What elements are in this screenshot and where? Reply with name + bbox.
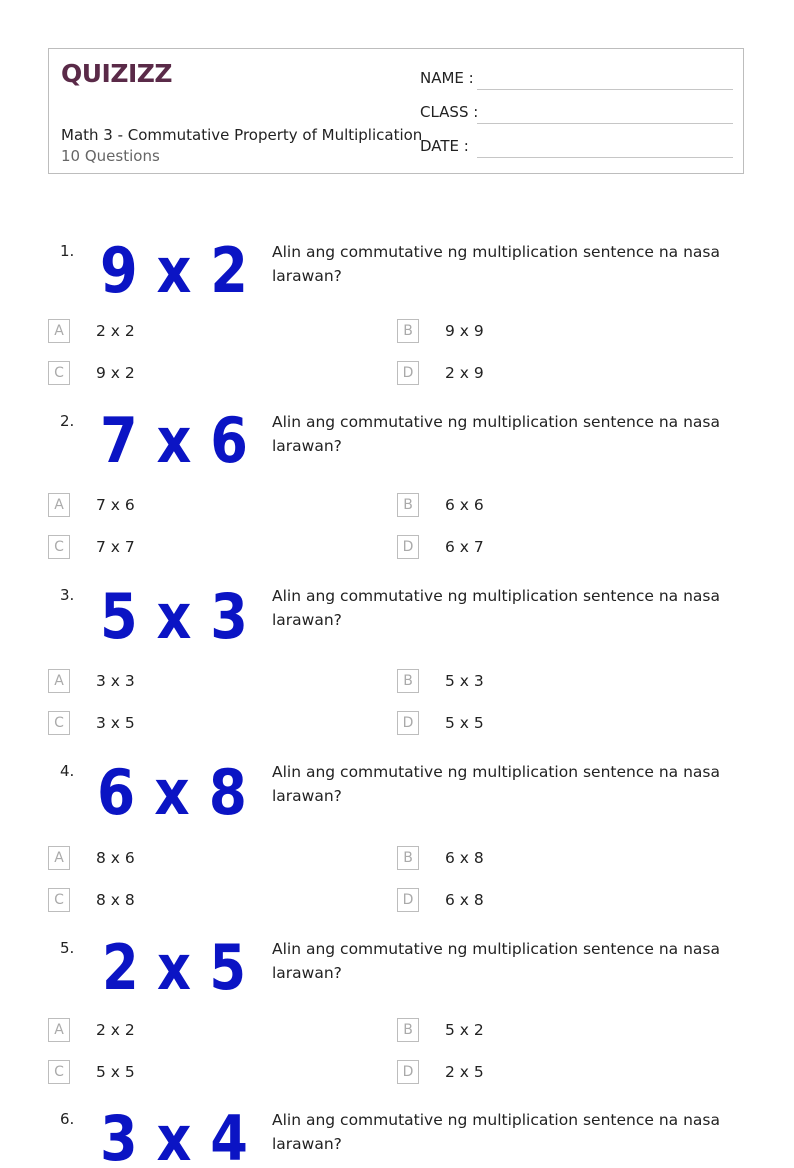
option-d-box[interactable]: D <box>397 711 419 735</box>
option-c-box[interactable]: C <box>48 361 70 385</box>
question-image <box>96 582 256 646</box>
date-label: DATE : <box>420 137 469 155</box>
option-b-box[interactable]: B <box>397 493 419 517</box>
question-number: 6. <box>60 1110 75 1128</box>
option-d-box[interactable]: D <box>397 361 419 385</box>
question-image <box>96 236 256 300</box>
quizizz-logo: QUIZIZZ <box>61 59 173 88</box>
option-a-box[interactable]: A <box>48 1018 70 1042</box>
worksheet-title: Math 3 - Commutative Property of Multiplication <box>61 126 423 144</box>
option-b-text: 9 x 9 <box>445 322 484 340</box>
option-d-box[interactable]: D <box>397 535 419 559</box>
option-a-box[interactable]: A <box>48 493 70 517</box>
option-a-text: 3 x 3 <box>96 672 135 690</box>
question-image <box>96 933 256 997</box>
option-b-text: 5 x 2 <box>445 1021 484 1039</box>
class-line <box>477 123 733 124</box>
question-text: Alin ang commutative ng multiplication sentence na nasa larawan? <box>272 413 720 455</box>
option-b-box[interactable]: B <box>397 846 419 870</box>
question-image <box>96 1104 256 1168</box>
question-text: Alin ang commutative ng multiplication sentence na nasa larawan? <box>272 587 720 629</box>
expression-text: 2 x 5 <box>102 933 246 997</box>
question-number: 2. <box>60 412 75 430</box>
question-number: 5. <box>60 939 75 957</box>
name-label: NAME : <box>420 69 474 87</box>
option-b-box[interactable]: B <box>397 1018 419 1042</box>
option-d-box[interactable]: D <box>397 1060 419 1084</box>
option-d-text: 6 x 7 <box>445 538 484 556</box>
option-c-box[interactable]: C <box>48 535 70 559</box>
option-a-text: 8 x 6 <box>96 849 135 867</box>
question-number: 4. <box>60 762 75 780</box>
expression-text: 9 x 2 <box>100 236 248 300</box>
option-d-text: 2 x 9 <box>445 364 484 382</box>
question-image <box>96 758 256 822</box>
question-image <box>96 406 256 470</box>
question-count: 10 Questions <box>61 147 160 165</box>
option-d-text: 5 x 5 <box>445 714 484 732</box>
question-number: 3. <box>60 586 75 604</box>
date-line <box>477 157 733 158</box>
option-b-text: 5 x 3 <box>445 672 484 690</box>
option-a-box[interactable]: A <box>48 319 70 343</box>
option-a-text: 2 x 2 <box>96 1021 135 1039</box>
option-b-text: 6 x 6 <box>445 496 484 514</box>
expression-text: 6 x 8 <box>97 758 247 822</box>
expression-text: 5 x 3 <box>100 582 248 646</box>
question-text: Alin ang commutative ng multiplication sentence na nasa larawan? <box>272 763 720 805</box>
option-d-text: 6 x 8 <box>445 891 484 909</box>
option-b-box[interactable]: B <box>397 669 419 693</box>
option-a-text: 2 x 2 <box>96 322 135 340</box>
question-text: Alin ang commutative ng multiplication sentence na nasa larawan? <box>272 940 720 982</box>
option-b-box[interactable]: B <box>397 319 419 343</box>
name-line <box>477 89 733 90</box>
option-c-box[interactable]: C <box>48 888 70 912</box>
question-text: Alin ang commutative ng multiplication sentence na nasa larawan? <box>272 1111 720 1153</box>
question-text: Alin ang commutative ng multiplication sentence na nasa larawan? <box>272 243 720 285</box>
option-c-box[interactable]: C <box>48 711 70 735</box>
option-a-box[interactable]: A <box>48 669 70 693</box>
option-c-text: 7 x 7 <box>96 538 135 556</box>
option-d-text: 2 x 5 <box>445 1063 484 1081</box>
option-c-box[interactable]: C <box>48 1060 70 1084</box>
question-number: 1. <box>60 242 75 260</box>
option-c-text: 5 x 5 <box>96 1063 135 1081</box>
option-b-text: 6 x 8 <box>445 849 484 867</box>
option-a-text: 7 x 6 <box>96 496 135 514</box>
option-c-text: 9 x 2 <box>96 364 135 382</box>
class-label: CLASS : <box>420 103 479 121</box>
expression-text: 7 x 6 <box>100 406 248 470</box>
option-a-box[interactable]: A <box>48 846 70 870</box>
expression-text: 3 x 4 <box>100 1104 248 1168</box>
option-c-text: 3 x 5 <box>96 714 135 732</box>
option-d-box[interactable]: D <box>397 888 419 912</box>
option-c-text: 8 x 8 <box>96 891 135 909</box>
worksheet-header <box>48 48 744 174</box>
